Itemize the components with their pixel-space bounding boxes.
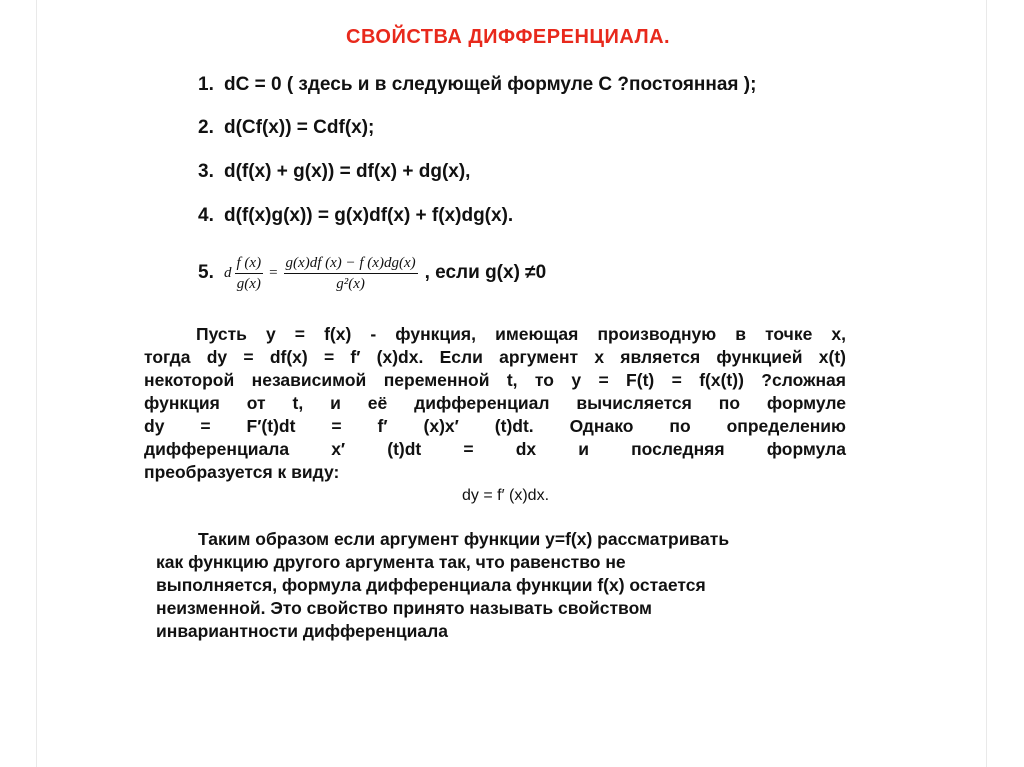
property-text: d(f(x)g(x)) = g(x)df(x) + f(x)dg(x). (224, 205, 514, 226)
property-3 (198, 161, 470, 183)
property-text: d(Cf(x)) = Cdf(x); (224, 117, 375, 138)
paragraph-line: преобразуется к виду: (144, 462, 340, 482)
property-number: 4. (198, 205, 214, 226)
property-number: 2. (198, 117, 214, 138)
paragraph-line: Пусть y = f(x) - функция, имеющая производную в точке x, (196, 324, 846, 344)
paragraph-chain-rule (144, 323, 846, 484)
centered-formula: dy = f′ (x)dx. (462, 487, 550, 504)
paragraph-line: выполняется, формула дифференциала функции f(x) остается (156, 575, 706, 595)
paragraph-line: инвариантности дифференциала (156, 621, 448, 641)
fraction-denominator: g(x) (236, 275, 261, 292)
property-text: d(f(x) + g(x)) = df(x) + dg(x), (224, 161, 471, 182)
paragraph-line: дифференциала x′ (t)dt = dx и последняя формула (144, 439, 846, 459)
paragraph-line: некоторой независимой переменной t, то y = F(t) = f(x(t)) ?сложная (144, 370, 846, 390)
equals-sign: = (269, 264, 278, 281)
quotient-fraction (235, 254, 264, 293)
differential-symbol: d (224, 264, 232, 281)
paragraph-invariance (156, 528, 856, 643)
slide-title: СВОЙСТВА ДИФФЕРЕНЦИАЛА. (346, 26, 671, 48)
property-number: 3. (198, 161, 214, 182)
slide-border-right (986, 0, 987, 767)
paragraph-line: неизменной. Это свойство принято называть свойством (156, 598, 652, 618)
property-1 (198, 74, 756, 96)
paragraph-line: Таким образом если аргумент функции y=f(x) рассматривать (198, 529, 730, 549)
fraction-denominator: g²(x) (336, 275, 365, 292)
property-text: dC = 0 ( здесь и в следующей формуле C ?постоянная ); (224, 74, 757, 95)
property-number: 1. (198, 74, 214, 95)
result-fraction (284, 254, 418, 293)
formula-condition: , если g(x) ≠0 (424, 262, 547, 283)
fraction-numerator: f (x) (235, 254, 264, 274)
fraction-numerator: g(x)df (x) − f (x)dg(x) (284, 254, 418, 274)
property-number: 5. (198, 262, 214, 283)
paragraph-line: функция от t, и её дифференциал вычисляется по формуле (144, 393, 846, 413)
property-5-formula (198, 243, 546, 303)
property-4 (198, 205, 513, 227)
paragraph-line: тогда dy = df(x) = f′ (x)dx. Если аргумент x является функцией x(t) (144, 347, 846, 367)
paragraph-line: как функцию другого аргумента так, что равенство не (156, 552, 626, 572)
paragraph-line: dy = F′(t)dt = f′ (x)x′ (t)dt. Однако по определению (144, 416, 846, 436)
property-2 (198, 117, 374, 139)
slide-border-left (36, 0, 37, 767)
